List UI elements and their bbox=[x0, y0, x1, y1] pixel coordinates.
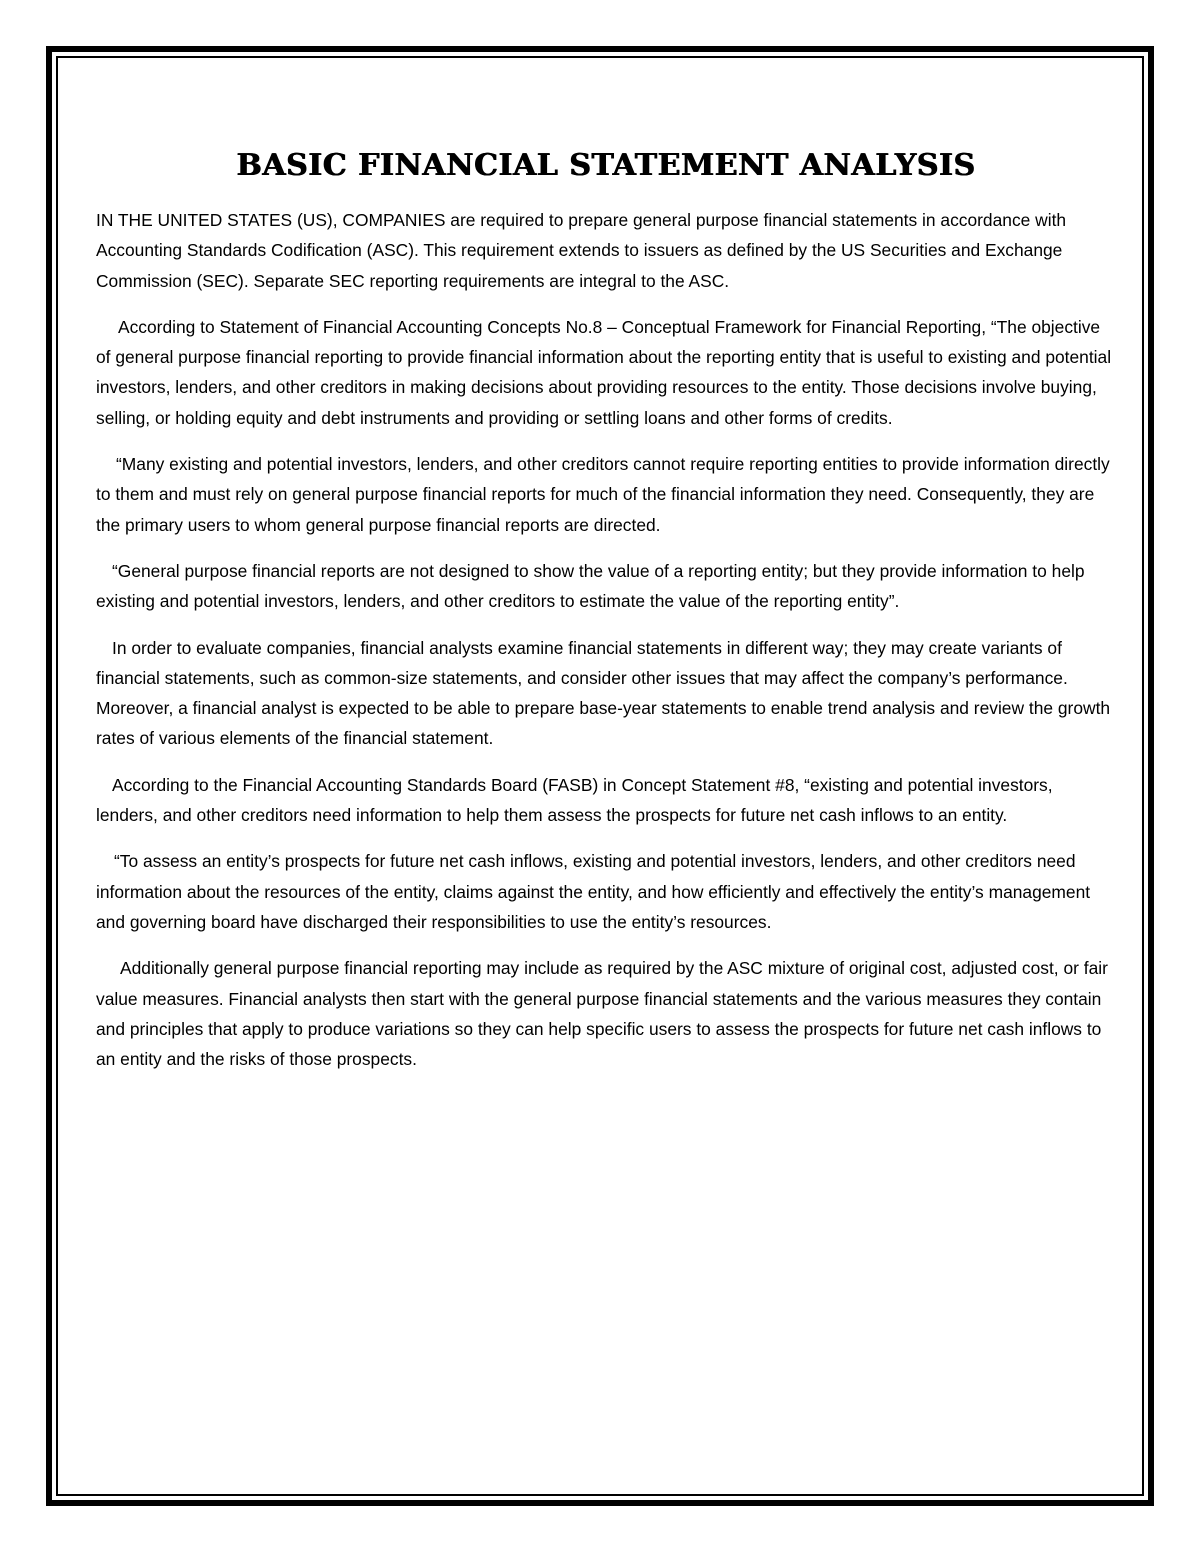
paragraph-concepts-no8: According to Statement of Financial Accounting Concepts No.8 – Conceptual Framework for Financial Reporting, “The objective of general purpose financial reporting to provide financial information about the reporting entity that is useful to existing and potential investors, lenders, and other creditors in making decisions about providing resources to the entity. Those decisions involve buying, selling, or holding equity and debt instruments and providing or settling loans and other forms of credits. bbox=[96, 316, 1112, 428]
paragraph-intro: IN THE UNITED STATES (US), COMPANIES are required to prepare general purpose financial statements in accordance with Accounting Standards Codification (ASC). This requirement extends to issuers as defined by the US Securities and Exchange Commission (SEC). Separate SEC reporting requirements are integral to the ASC. bbox=[96, 210, 1067, 291]
paragraph-evaluate-companies: In order to evaluate companies, financial analysts examine financial statements in different way; they may create variants of financial statements, such as common-size statements, and consider other issues that may affect the company’s performance. Moreover, a financial analyst is expected to be able to prepare base-year statements to enable trend analysis and review the growth rates of various elements of the financial statement. bbox=[96, 637, 1111, 749]
document-body bbox=[96, 148, 1116, 1090]
paragraph-assess-prospects: “To assess an entity’s prospects for future net cash inflows, existing and potential investors, lenders, and other creditors need information about the resources of the entity, claims against the entity, and how efficiently and effectively the entity’s management and governing board have discharged their responsibilities to use the entity’s resources. bbox=[96, 851, 1091, 932]
paragraph-fasb-statement: According to the Financial Accounting Standards Board (FASB) in Concept Statement #8, “existing and potential investors, lenders, and other creditors need information to help them assess the prospects for future net cash inflows to an entity. bbox=[96, 774, 1053, 826]
paragraph-additionally: Additionally general purpose financial reporting may include as required by the ASC mixture of original cost, adjusted cost, or fair value measures. Financial analysts then start with the general purpose financial statements and the various measures they contain and principles that apply to produce variations so they can help specific users to assess the prospects for future net cash inflows to an entity and the risks of those prospects. bbox=[96, 958, 1108, 1070]
paragraph-reporting-value: “General purpose financial reports are not designed to show the value of a reporting entity; but they provide information to help existing and potential investors, lenders, and other creditors to estimate the value of the reporting entity”. bbox=[96, 560, 1085, 612]
document-title: BASIC FINANCIAL STATEMENT ANALYSIS bbox=[236, 148, 976, 183]
paragraph-primary-users: “Many existing and potential investors, lenders, and other creditors cannot require reporting entities to provide information directly to them and must rely on general purpose financial reports for much of the financial information they need. Consequently, they are the primary users to whom general purpose financial reports are directed. bbox=[96, 454, 1110, 535]
